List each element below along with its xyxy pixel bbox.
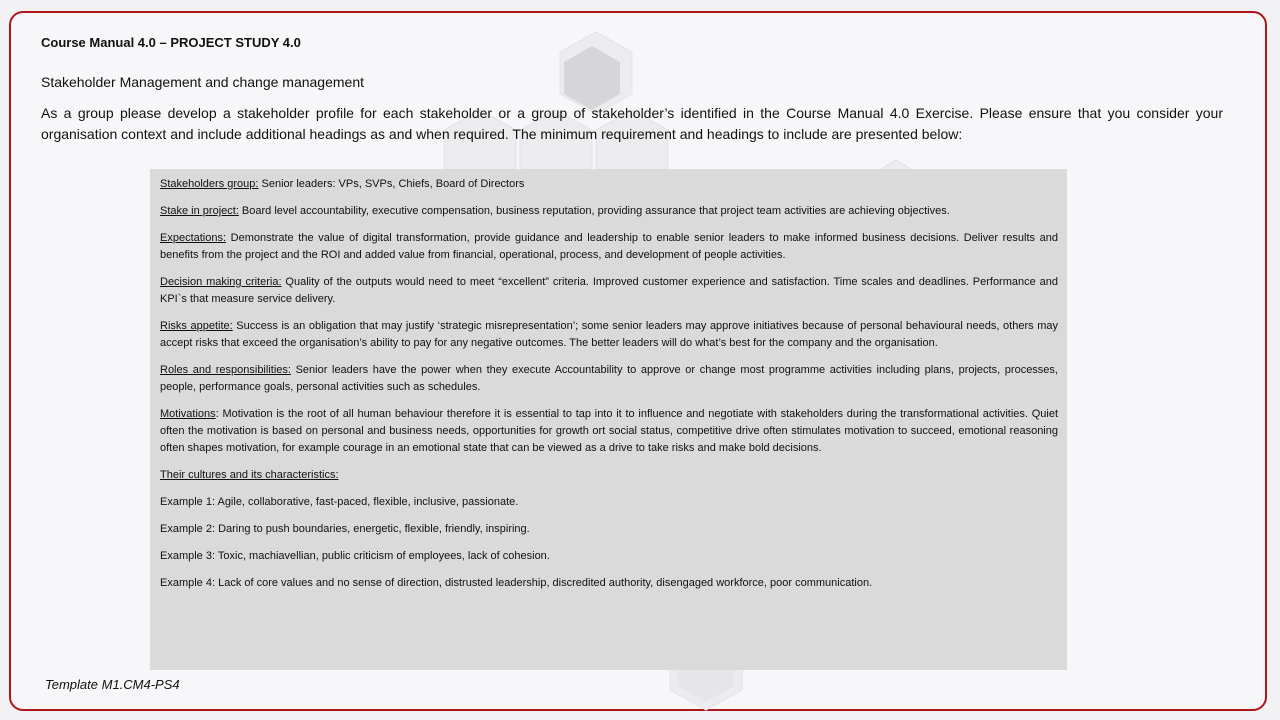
profile-text: : Motivation is the root of all human behaviour therefore it is essential to tap into it to influence and negotiate with stakeholders during the transformational activities. Quiet often the motivation is based on personal and business needs, opportunities for growth ort social status, competitive drive often stimulates motivation to succeed, emotional reasoning often shapes motivation, for example courage in an emotional state that can be viewed as a drive to take risks and make bold decisions. (160, 408, 1058, 454)
profile-label: Decision making criteria: (160, 276, 282, 288)
profile-item (160, 176, 1058, 193)
page-subtitle: Stakeholder Management and change management (41, 74, 364, 90)
profile-text: Demonstrate the value of digital transformation, provide guidance and leadership to enable senior leaders to make informed business decisions. Deliver results and benefits from the project and the ROI and added value from financial, operational, process, and development of people activities. (160, 232, 1058, 261)
culture-example: Example 4: Lack of core values and no sense of direction, distrusted leadership, discredited authority, disengaged workforce, poor communication. (160, 577, 873, 589)
profile-label: Risks appetite: (160, 320, 233, 332)
profile-item (160, 203, 1058, 220)
profile-item (160, 274, 1058, 308)
profile-item (160, 318, 1058, 352)
profile-label: Roles and responsibilities: (160, 364, 291, 376)
profile-item (160, 362, 1058, 396)
profile-label: Stake in project: (160, 205, 239, 217)
profile-label: Stakeholders group: (160, 178, 259, 190)
template-footer: Template M1.CM4-PS4 (45, 677, 180, 692)
profile-text: Success is an obligation that may justify ‘strategic misrepresentation’; some senior leaders may approve initiatives because of personal behavioural needs, others may accept risks that exceed the organisation’s ability to pay for any negative outcomes. The better leaders will do what’s best for the company and the organisation. (160, 320, 1058, 349)
profile-item (160, 467, 1058, 484)
culture-example: Example 3: Toxic, machiavellian, public criticism of employees, lack of cohesion. (160, 550, 550, 562)
profile-label: Expectations: (160, 232, 227, 244)
intro-paragraph: As a group please develop a stakeholder profile for each stakeholder or a group of stakeholder’s identified in the Course Manual 4.0 Exercise. Please ensure that you consider your organisation context and include additional headings as and when required. The minimum requirement and headings to include are presented below: (41, 105, 1223, 142)
page-title: Course Manual 4.0 – PROJECT STUDY 4.0 (41, 35, 301, 50)
profile-label: Their cultures and its characteristics: (160, 469, 339, 481)
culture-example: Example 2: Daring to push boundaries, energetic, flexible, friendly, inspiring. (160, 523, 530, 535)
profile-text: Senior leaders have the power when they execute Accountability to approve or change most programme activities including plans, projects, processes, people, performance goals, personal activities such as schedules. (160, 364, 1058, 393)
profile-text: Quality of the outputs would need to meet “excellent” criteria. Improved customer experience and satisfaction. Time scales and deadlines. Performance and KPI`s that measure service delivery. (160, 276, 1058, 305)
profile-item (160, 230, 1058, 264)
profile-text: Board level accountability, executive compensation, business reputation, providing assurance that project team activities are achieving objectives. (238, 205, 950, 217)
profile-item (160, 406, 1058, 457)
stakeholder-profile-box (150, 169, 1067, 670)
profile-text: Senior leaders: VPs, SVPs, Chiefs, Board of Directors (258, 178, 525, 190)
culture-example: Example 1: Agile, collaborative, fast-paced, flexible, inclusive, passionate. (160, 496, 519, 508)
profile-label: Motivations (160, 408, 216, 420)
